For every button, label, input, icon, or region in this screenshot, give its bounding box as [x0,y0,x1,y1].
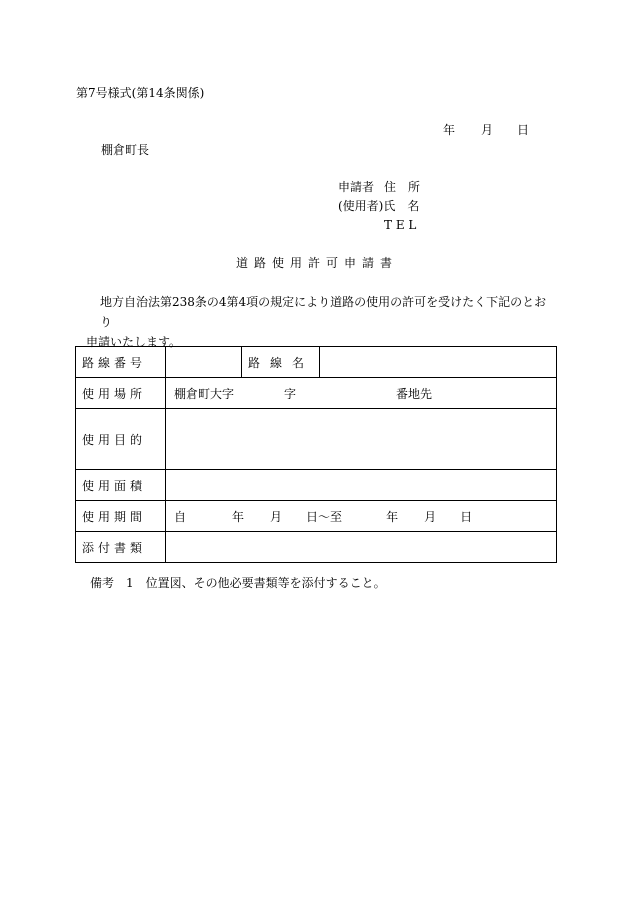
addressee: 棚倉町長 [101,143,150,157]
purpose-value[interactable] [166,409,557,470]
table-row-period [76,501,557,532]
applicant-tel-row [338,219,420,238]
period-year2: 年 [386,509,399,524]
location-aza: 字 [284,386,297,401]
form-number: 第7号様式(第14条関係) [76,86,205,100]
route-number-label: 路線番号 [76,347,166,378]
location-label: 使用場所 [76,378,166,409]
attachments-label: 添付書類 [76,532,166,563]
name-label: 氏 名 [383,199,420,213]
user-prefix: (使用者) [338,199,384,213]
document-title: 道路使用許可申請書 [236,256,399,270]
date-day: 日 [517,123,530,137]
location-prefix: 棚倉町大字 [174,386,235,401]
period-day-to: 日〜至 [306,509,343,524]
applicant-name-row [338,200,420,219]
applicant-prefix: 申請者 [338,180,375,194]
period-value[interactable] [166,501,557,532]
period-year1: 年 [232,509,245,524]
period-month1: 月 [270,509,283,524]
location-banchi: 番地先 [396,386,433,401]
area-value[interactable] [166,470,557,501]
tel-label: T E L [384,218,417,232]
table-row-location [76,378,557,409]
table-row-purpose [76,409,557,470]
date-month: 月 [481,123,494,137]
period-month2: 月 [424,509,437,524]
address-label: 住 所 [384,180,421,194]
table-row-area [76,470,557,501]
applicant-block [338,181,420,238]
date-year: 年 [443,123,456,137]
date-line [443,124,529,136]
route-number-value[interactable] [166,347,242,378]
body-line-1: 地方自治法第238条の4第4項の規定により道路の使用の許可を受けたく下記のとおり [100,295,547,329]
period-day2: 日 [460,509,473,524]
period-from: 自 [174,509,187,524]
application-table [75,346,557,563]
route-name-label: 路線名 [242,347,320,378]
location-value[interactable] [166,378,557,409]
remarks-note: 備考 1 位置図、その他必要書類等を添付すること。 [90,576,386,590]
purpose-label: 使用目的 [76,409,166,470]
body-text [78,292,556,352]
route-name-value[interactable] [320,347,557,378]
body-line-2: 申請いたします。 [86,335,182,349]
table-row-attachments [76,532,557,563]
table-row-route [76,347,557,378]
area-label: 使用面積 [76,470,166,501]
attachments-value[interactable] [166,532,557,563]
applicant-address-row [338,181,420,200]
period-label: 使用期間 [76,501,166,532]
